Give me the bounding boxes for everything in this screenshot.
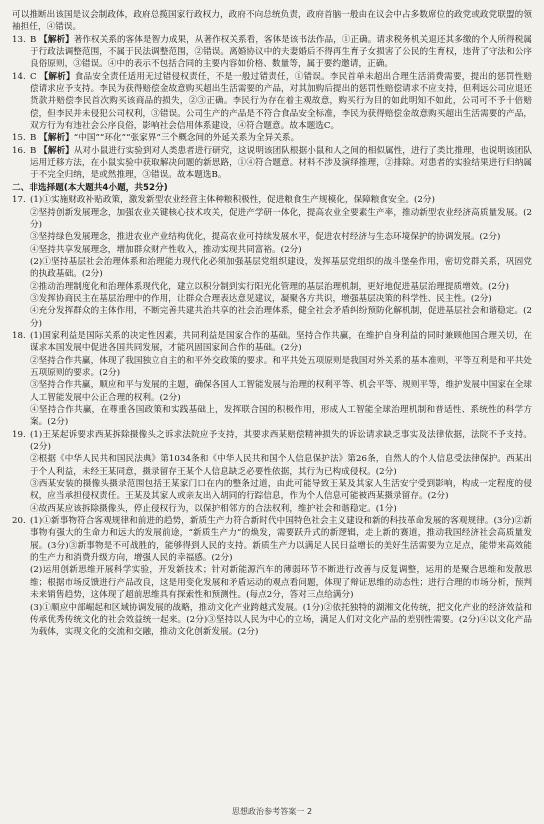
question-19 — [12, 429, 532, 515]
answer-part: (3)①顺应中部崛起和区域协调发展的战略，推动文化产业跨越式发展。(1分)②依托独特的湖湘文化传统，把文化产业的经济效益和传承优秀传统文化的社会效益统一起来。(2分)③坚持以人民为中心的立场，满足人们对文化产品的差别性需要。(2分)④以文化产品为载体，实现文化的交流和交融，推动文化创新发展。(2分) — [30, 602, 532, 638]
question-number: 20. — [12, 516, 26, 527]
analysis-tag: 【解析】 — [39, 34, 74, 45]
answer-text: 著作权关系的客体是智力成果，从著作权关系看，客体是该书法作品，①正确。请求税务机关退还其多缴的个人所得税属于行政法调整范围，不属于民法调整范围，②错误。离婚协议中的夫妻婚后不得再生育子女损害了公民的生育权，违背了守法和公序良俗原则，③错误。④中的表示不包括合同的主要内容如价格、数量等，属于要约邀请，正确。 — [30, 34, 533, 70]
answer-part: ③发挥协商民主在基层治理中的作用，让群众合理表达意见建议，凝聚各方共识，增强基层决策的科学性、民主性。(2分) — [30, 293, 492, 304]
answer-part: (1)王某起诉要求西某拆除摄像头之诉求法院应予支持，其要求西某赔偿精神损失的诉讼请求缺乏事实及法律依据，法院不予支持。(2分) — [30, 429, 532, 453]
analysis-tag: 【解析】 — [39, 133, 74, 144]
question-number: 17. — [12, 195, 26, 206]
answer-part: ②推动治理制度化和治理体系现代化，建立以积分制到实行阳光化管理的基层治理机制，更好地促进基层治理提质增效。(2分) — [30, 281, 510, 292]
page-footer: 思想政治参考答案一 2 — [231, 806, 313, 816]
answer-text: 从对小鼠进行实验到对人类患者进行研究，这说明该团队根据小鼠和人之间的相似属性，进行了类比推理，也说明该团队运用迁移方法，在小鼠实验中获取解决问题的新思路，①④符合题意。材料不涉及演绎推理，②排除。对患者的实验结果进行归纳属于不完全归纳，是或然推理，③错误。故本题选B。 — [30, 145, 533, 181]
section-heading: 二、非选择题(本大题共4小题，共52分) — [12, 182, 168, 193]
answer-part: ②坚持创新发展理念，加强农业关键核心技术攻关，促进产学研一体化，提高农业全要素生产率，推动新型农业经济高质量发展。(2分) — [30, 207, 532, 230]
question-20 — [12, 515, 532, 638]
analysis-tag: 【解析】 — [39, 71, 75, 82]
answer-part: (2)①坚持基层社会治理体系和治理能力现代化必须加强基层党组织建设，发挥基层党组织的战斗堡垒作用，密切党群关系，巩固党的执政基础。(2分) — [30, 256, 532, 280]
answer-part: ③坚持绿色发展理念，推进农业产业结构优化，提高农业可持续发展水平，促进农村经济与生态环境保护的协调发展。(2分) — [30, 232, 501, 243]
answer-number: 16. — [12, 145, 26, 156]
answer-part: ④坚持合作共赢，在尊重各国政策和实践基础上，发挥联合国的积极作用，形成人工智能全球治理机制和普适性、系统性的科学方案。(2分) — [30, 405, 532, 428]
question-number: 18. — [12, 330, 26, 341]
answer-text: 食品安全责任适用无过错侵权责任，不是一般过错责任，①错误。李民首单未超出合理生活消费需要，提出的惩罚性赔偿请求应予支持。李民为获得赔偿金故意购买超出生活需要的产品，对其加购后提出的惩罚性赔偿请求不应支持，但利远公司应退还货款并赔偿李民首次购买该商品的损失，②③正确。李民行为存在着主观故意，购买行为目的如此明知不如此，公司可不予十倍赔偿，但李民并未侵犯公司权利，③错误。公司生产的产品是不符合食品安全标准，李民为获得赔偿金故意购买超出生活需要的产品，双方行为有违社会公序良俗，影响社会信用体系建设，④符合题意。故本题选C。 — [30, 71, 532, 132]
answer-14 — [12, 71, 532, 133]
answer-part: (1)①新事物符合客观规律和前进的趋势，新质生产力符合新时代中国特色社会主义建设和新的科技革命发展的客观规律。(3分)②新事物有强大的生命力和远大的发展前途，“新质生产力”的焕发，需要跃升式的新逻辑，走上新的赛道，推动我国经济社会高质量发展。(3分)③新事物是不可战胜的，能够得到人民的支持。新质生产力以满足人民日益增长的美好生活需要为立足点，能带来高效能的生产力和消费升级方向，增强人民的幸福感。(2分) — [30, 516, 532, 564]
answer-number: 13. — [12, 34, 26, 45]
answer-part: ③坚持合作共赢，顺应和平与发展的主题，确保各国人工智能发展与治理的权利平等、机会平等、规则平等，维护发展中国家在全球人工智能发展中公正合理的权利。(2分) — [30, 380, 532, 403]
answer-part: (1)国家利益是国际关系的决定性因素，共同利益是国家合作的基础。坚持合作共赢，在维护自身利益的同时兼顾他国合理关切，在谋求本国发展中促进各国共同发展，才能巩固国家间合作的基础。(2分) — [30, 330, 532, 354]
question-17 — [12, 194, 532, 330]
answer-part: ③西某安装的摄像头摄录范围包括王某家门口在内的整条过道，由此可能导致王某及其家人生活安宁受到影响，构成一定程度的侵权，应当承担侵权责任。王某及其家人或亲友出入胡同的行踪信息，作为个人信息可能被西某摄录留存。(2分) — [30, 479, 532, 502]
answer-part: ④坚持共享发展理念，增加群众财产性收入，推动实现共同富裕。(2分) — [30, 244, 302, 255]
intro-paragraph: 可以推断出该国是议会制政体，政府总揽国家行政权力，政府不向总统负责，政府首脑一般由在议会中占多数席位的政党或政党联盟的领袖担任，④错误。 — [12, 10, 532, 33]
answer-label: B — [30, 145, 37, 156]
analysis-tag: 【解析】 — [39, 145, 74, 156]
question-18 — [12, 330, 532, 429]
answer-label: B — [30, 133, 37, 144]
answer-label: B — [30, 34, 37, 45]
answer-15 — [12, 132, 532, 144]
answer-number: 14. — [12, 71, 26, 82]
answer-16 — [12, 145, 532, 182]
answer-part: (1)①实施财政补贴政策，激发新型农业经营主体种粮积极性，促进粮食生产规模化，保障粮食安全。(2分) — [30, 195, 435, 206]
answer-part: (2)运用创新思维开展科学实验，开发新技术；针对新能源汽车的薄弱环节不断进行改善与反复调整，运用的是聚合思维和发散思维；根据市场反馈进行产品改良，这是用变化发展和矛盾运动的观点看问题，体现了辩证思维的动态性；进行合理的市场分析，预判未来销售趋势，这体现了超前思维具有探索性和预测性。(每点2分，答对三点给满分) — [30, 565, 532, 601]
answer-part: ②根据《中华人民共和国民法典》第1034条和《中华人民共和国个人信息保护法》第26条，自然人的个人信息受法律保护。西某出于个人利益，未经王某同意，摄录留存王某个人信息缺乏必要性依据，其行为已构成侵权。(2分) — [30, 454, 532, 477]
answer-part: ④充分发挥群众的主体作用，不断完善共建共治共享的社会治理体系，健全社会矛盾纠纷预防化解机制，促进基层社会和谐稳定。(2分) — [30, 306, 532, 329]
answer-13 — [12, 34, 532, 71]
answer-label: C — [30, 71, 37, 82]
answer-part: ④故西某应该拆除摄像头，停止侵权行为，以保护相邻方的合法权利，维护社会和谐稳定。(1分) — [30, 503, 397, 514]
answer-part: ②坚持合作共赢，体现了我国独立自主的和平外交政策的要求。和平共处五项原则是我国对外关系的基本准则，平等互利是和平共处五项原则的要求。(2分) — [30, 355, 532, 378]
question-number: 19. — [12, 429, 26, 440]
answer-number: 15. — [12, 133, 26, 144]
answer-text: “中国”“环化”“张家界”三个概念间的外延关系为全异关系。 — [73, 133, 300, 144]
